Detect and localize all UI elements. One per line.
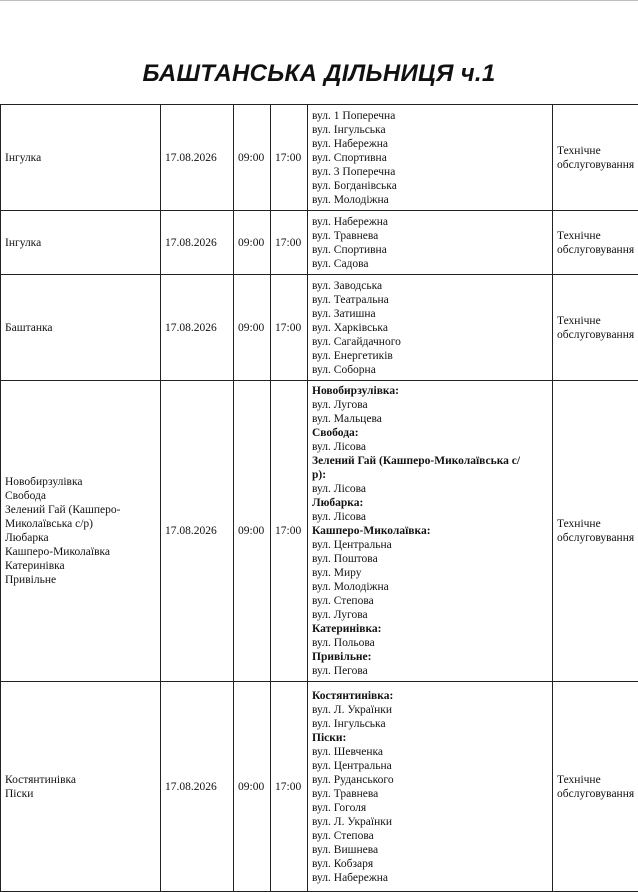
end-time-cell: 17:00 bbox=[271, 211, 308, 275]
settlement-heading: Катеринівка: bbox=[312, 622, 548, 636]
end-time-cell: 17:00 bbox=[271, 105, 308, 211]
street-name: вул. Поштова bbox=[312, 552, 548, 566]
date-cell: 17.08.2026 bbox=[161, 381, 234, 682]
street-name: вул. Інгульська bbox=[312, 123, 548, 137]
street-name: вул. Соборна bbox=[312, 363, 548, 377]
settlement-heading: р): bbox=[312, 468, 548, 482]
page-title: БАШТАНСЬКА ДІЛЬНИЦЯ ч.1 bbox=[0, 60, 638, 88]
reason-cell: Технічне обслуговування bbox=[553, 682, 638, 892]
location-cell bbox=[1, 105, 161, 211]
street-name: вул. Степова bbox=[312, 829, 548, 843]
street-name: вул. Л. Українки bbox=[312, 815, 548, 829]
settlement-heading: Зелений Гай (Кашперо-Миколаївська с/ bbox=[312, 454, 548, 468]
settlement-heading: Піски: bbox=[312, 731, 548, 745]
start-time-cell: 09:00 bbox=[234, 381, 271, 682]
table-row bbox=[1, 211, 638, 275]
start-time-cell: 09:00 bbox=[234, 105, 271, 211]
street-name: вул. Руданського bbox=[312, 773, 548, 787]
location-cell bbox=[1, 381, 161, 682]
street-name: вул. 3 Поперечна bbox=[312, 165, 548, 179]
location-cell bbox=[1, 275, 161, 381]
settlement-heading: Кашперо-Миколаївка: bbox=[312, 524, 548, 538]
start-time-cell: 09:00 bbox=[234, 682, 271, 892]
reason-cell: Технічне обслуговування bbox=[553, 105, 638, 211]
street-name: вул. Заводська bbox=[312, 279, 548, 293]
location-cell bbox=[1, 211, 161, 275]
date-cell: 17.08.2026 bbox=[161, 682, 234, 892]
street-name: вул. Енергетиків bbox=[312, 349, 548, 363]
streets-cell bbox=[308, 275, 553, 381]
reason-cell: Технічне обслуговування bbox=[553, 275, 638, 381]
start-time-cell: 09:00 bbox=[234, 275, 271, 381]
street-name: вул. Польова bbox=[312, 636, 548, 650]
top-border-line bbox=[0, 0, 638, 1]
street-name: вул. Мальцева bbox=[312, 412, 548, 426]
street-name: вул. Пегова bbox=[312, 664, 548, 678]
streets-cell bbox=[308, 211, 553, 275]
street-name: вул. Центральна bbox=[312, 538, 548, 552]
street-name: вул. Молодіжна bbox=[312, 580, 548, 594]
table-row bbox=[1, 682, 638, 892]
date-cell: 17.08.2026 bbox=[161, 275, 234, 381]
street-name: вул. Садова bbox=[312, 257, 548, 271]
table-row bbox=[1, 275, 638, 381]
street-name: вул. Лісова bbox=[312, 482, 548, 496]
streets-cell bbox=[308, 105, 553, 211]
street-name: вул. Набережна bbox=[312, 215, 548, 229]
end-time-cell: 17:00 bbox=[271, 275, 308, 381]
street-name: вул. 1 Поперечна bbox=[312, 109, 548, 123]
street-name: вул. Миру bbox=[312, 566, 548, 580]
location-name: Баштанка bbox=[5, 321, 156, 335]
end-time-cell: 17:00 bbox=[271, 682, 308, 892]
street-name: вул. Лугова bbox=[312, 398, 548, 412]
location-name: Любарка bbox=[5, 531, 156, 545]
street-name: вул. Харківська bbox=[312, 321, 548, 335]
street-name: вул. Лісова bbox=[312, 440, 548, 454]
street-name: вул. Театральна bbox=[312, 293, 548, 307]
table-row bbox=[1, 105, 638, 211]
location-name: Піски bbox=[5, 787, 156, 801]
location-name: Миколаївська с/р) bbox=[5, 517, 156, 531]
street-name: вул. Вишнева bbox=[312, 843, 548, 857]
outage-schedule-table bbox=[0, 104, 638, 892]
street-name: вул. Богданівська bbox=[312, 179, 548, 193]
street-name: вул. Травнева bbox=[312, 787, 548, 801]
street-name: вул. Центральна bbox=[312, 759, 548, 773]
settlement-heading: Костянтинівка: bbox=[312, 689, 548, 703]
reason-cell: Технічне обслуговування bbox=[553, 381, 638, 682]
table-row bbox=[1, 381, 638, 682]
street-name: вул. Сагайдачного bbox=[312, 335, 548, 349]
start-time-cell: 09:00 bbox=[234, 211, 271, 275]
location-name: Інгулка bbox=[5, 151, 156, 165]
street-name: вул. Шевченка bbox=[312, 745, 548, 759]
settlement-heading: Любарка: bbox=[312, 496, 548, 510]
settlement-heading: Свобода: bbox=[312, 426, 548, 440]
street-name: вул. Спортивна bbox=[312, 151, 548, 165]
street-name: вул. Набережна bbox=[312, 871, 548, 885]
location-name: Свобода bbox=[5, 489, 156, 503]
date-cell: 17.08.2026 bbox=[161, 211, 234, 275]
street-name: вул. Л. Українки bbox=[312, 703, 548, 717]
date-cell: 17.08.2026 bbox=[161, 105, 234, 211]
street-name: вул. Спортивна bbox=[312, 243, 548, 257]
location-name: Привільне bbox=[5, 573, 156, 587]
settlement-heading: Новобирзулівка: bbox=[312, 384, 548, 398]
location-name: Костянтинівка bbox=[5, 773, 156, 787]
location-name: Кашперо-Миколаївка bbox=[5, 545, 156, 559]
street-name: вул. Набережна bbox=[312, 137, 548, 151]
location-name: Зелений Гай (Кашперо- bbox=[5, 503, 156, 517]
location-cell bbox=[1, 682, 161, 892]
reason-cell: Технічне обслуговування bbox=[553, 211, 638, 275]
street-name: вул. Затишна bbox=[312, 307, 548, 321]
location-name: Катеринівка bbox=[5, 559, 156, 573]
streets-cell bbox=[308, 682, 553, 892]
street-name: вул. Кобзаря bbox=[312, 857, 548, 871]
street-name: вул. Лугова bbox=[312, 608, 548, 622]
street-name: вул. Інгульська bbox=[312, 717, 548, 731]
street-name: вул. Молодіжна bbox=[312, 193, 548, 207]
end-time-cell: 17:00 bbox=[271, 381, 308, 682]
street-name: вул. Травнева bbox=[312, 229, 548, 243]
streets-cell bbox=[308, 381, 553, 682]
location-name: Новобирзулівка bbox=[5, 475, 156, 489]
street-name: вул. Лісова bbox=[312, 510, 548, 524]
location-name: Інгулка bbox=[5, 236, 156, 250]
street-name: вул. Степова bbox=[312, 594, 548, 608]
settlement-heading: Привільне: bbox=[312, 650, 548, 664]
street-name: вул. Гоголя bbox=[312, 801, 548, 815]
